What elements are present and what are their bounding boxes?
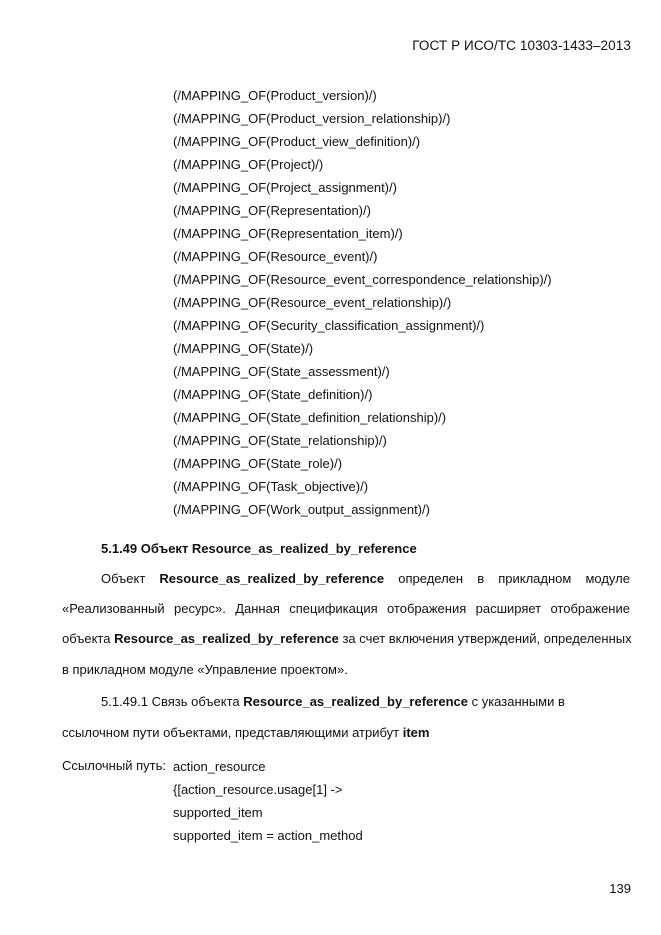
mapping-line: (/MAPPING_OF(Resource_event_correspondence_relationship)/) [173,272,552,287]
entity-name: Resource_as_realized_by_reference [159,571,385,586]
paragraph-line [62,601,630,616]
paragraph-line [101,571,630,586]
reference-path-label: Ссылочный путь: [62,758,166,773]
mapping-line: (/MAPPING_OF(State_assessment)/) [173,364,390,379]
subsection-line [62,725,630,740]
mapping-line: (/MAPPING_OF(State_definition_relationship)/) [173,410,447,425]
mapping-line: (/MAPPING_OF(Resource_event_relationship)/) [173,295,452,310]
mapping-line: (/MAPPING_OF(Project)/) [173,157,324,172]
text-run: объекта [62,631,115,646]
paragraph-line [62,631,630,646]
paragraph-line: в прикладном модуле «Управление проектом». [62,662,348,677]
mapping-line: (/MAPPING_OF(Representation_item)/) [173,226,403,241]
mapping-line: (/MAPPING_OF(Resource_event)/) [173,249,378,264]
page-number: 139 [609,881,631,896]
entity-name: Resource_as_realized_by_reference [243,694,468,709]
reference-path-line: supported_item [173,805,263,820]
entity-name: Resource_as_realized_by_reference [114,631,339,646]
mapping-line: (/MAPPING_OF(Project_assignment)/) [173,180,397,195]
word: модуле [585,571,630,586]
word: в [477,571,485,586]
mapping-line: (/MAPPING_OF(Security_classification_assignment)/) [173,318,485,333]
word: отображения [386,601,467,616]
word: Объект [101,571,146,586]
reference-path-line: supported_item = action_method [173,828,363,843]
word: отображение [550,601,630,616]
text-run: ссылочном пути объектами, представляющими атрибут [62,725,403,740]
word: спецификация [289,601,378,616]
standard-header: ГОСТ Р ИСО/ТС 10303-1433–2013 [412,38,631,53]
word: ресурс». [173,601,226,616]
word: расширяет [475,601,542,616]
word: прикладном [498,571,572,586]
mapping-line: (/MAPPING_OF(Product_version_relationship)/) [173,111,451,126]
reference-path-line: action_resource [173,759,266,774]
mapping-line: (/MAPPING_OF(State)/) [173,341,314,356]
mapping-line: (/MAPPING_OF(Work_output_assignment)/) [173,502,430,517]
reference-path-lines [173,758,363,850]
word: «Реализованный [62,601,165,616]
mapping-list [173,87,552,524]
text-run: 5.1.49.1 Связь объекта [101,694,244,709]
mapping-line: (/MAPPING_OF(Product_version)/) [173,88,377,103]
section-heading: 5.1.49 Объект Resource_as_realized_by_reference [101,541,417,556]
reference-path-line: {[action_resource.usage[1] -> [173,782,343,797]
mapping-line: (/MAPPING_OF(Product_view_definition)/) [173,134,421,149]
mapping-line: (/MAPPING_OF(State_relationship)/) [173,433,387,448]
word: Данная [235,601,280,616]
mapping-line: (/MAPPING_OF(Task_objective)/) [173,479,369,494]
mapping-line: (/MAPPING_OF(State_role)/) [173,456,343,471]
mapping-line: (/MAPPING_OF(Representation)/) [173,203,371,218]
word: определен [398,571,464,586]
text-run: с указанными в [467,694,565,709]
text-run: за счет включения утверждений, определенных [338,631,632,646]
attribute-name: item [402,725,430,740]
subsection-line [101,694,630,709]
mapping-line: (/MAPPING_OF(State_definition)/) [173,387,373,402]
